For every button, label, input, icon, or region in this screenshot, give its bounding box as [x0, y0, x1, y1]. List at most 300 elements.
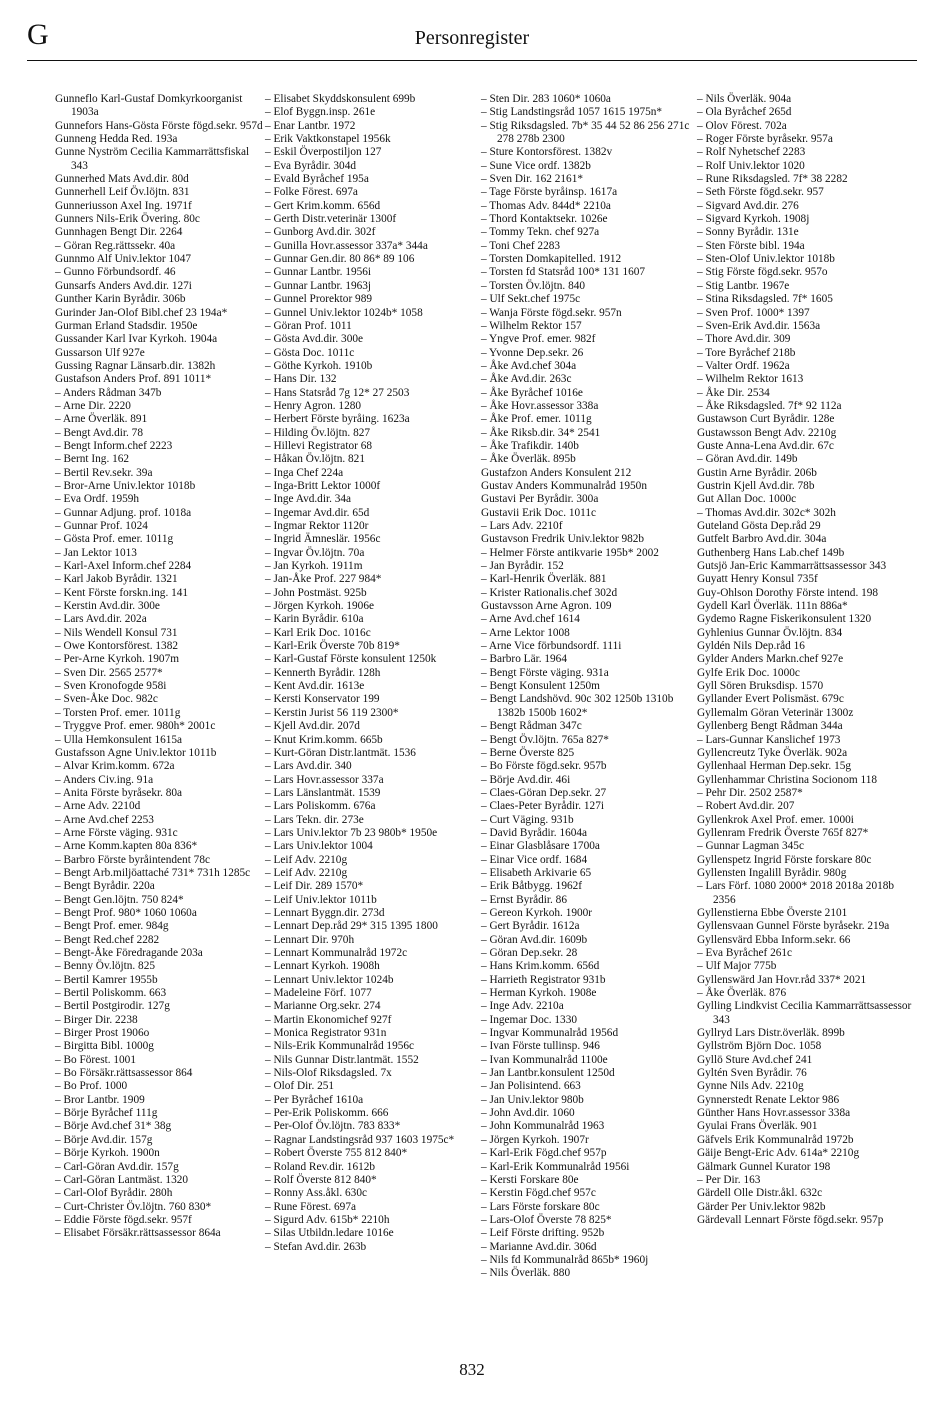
index-entry: – Tore Byråchef 218b [697, 346, 796, 359]
index-entry: Gälmark Gunnel Kurator 198 [697, 1160, 831, 1173]
index-entry: Gurinder Jan-Olof Bibl.chef 23 194a* [55, 306, 228, 319]
index-entry: – Jan Polisintend. 663 [481, 1080, 581, 1093]
index-entry: – Roger Förste byråsekr. 957a [697, 133, 833, 146]
index-entry: – Gunnar Lagman 345c [697, 840, 804, 853]
index-entry: – Bengt-Åke Föredragande 203a [55, 947, 203, 959]
index-entry: – Thomas Avd.dir. 302c* 302h [697, 506, 836, 519]
index-entry: – Göran Avd.dir. 1609b [481, 933, 588, 946]
index-entry: Gunther Karin Byrådir. 306b [55, 293, 186, 306]
index-entry: – Robert Avd.dir. 207 [697, 800, 795, 813]
index-entry: – Bengt Landshövd. 90c 302 1250b 1310b 1382b 1500b 1602* [481, 693, 674, 719]
index-entry: – Einar Vice ordf. 1684 [481, 853, 588, 866]
index-entry: Gustav Anders Kommunalråd 1950n [481, 479, 647, 492]
index-entry: – Karl-Henrik Överläk. 881 [481, 573, 607, 586]
index-entry: Gyllryd Lars Distr.överläk. 899b [697, 1027, 845, 1040]
index-entry: – Rune Förest. 697a [265, 1200, 356, 1213]
index-entry: – Silas Utbildn.ledare 1016e [265, 1227, 394, 1240]
index-entry: Gunnerhed Mats Avd.dir. 80d [55, 173, 189, 186]
index-entry: – Ivan Förste tullinsp. 946 [481, 1040, 600, 1053]
index-entry: – Sigurd Adv. 615b* 2210h [265, 1213, 390, 1226]
index-entry: – Nils Överläk. 904a [697, 93, 792, 105]
index-entry: – Inge Avd.dir. 34a [265, 493, 352, 506]
index-entry: Gärdevall Lennart Förste fögd.sekr. 957p [697, 1213, 884, 1226]
index-entry: – Kent Förste forskn.ing. 141 [55, 586, 189, 599]
index-entry: Gyllenswärd Jan Hovr.råd 337* 2021 [697, 973, 867, 986]
index-entry: – Sonny Byrådir. 131e [697, 226, 799, 239]
index-entry: – Robert Överste 755 812 840* [265, 1147, 408, 1160]
index-entry: – Nils Gunnar Distr.lantmät. 1552 [265, 1053, 419, 1066]
index-entry: – Bengt Byrådir. 220a [55, 880, 155, 893]
index-entry: – Yngve Prof. emer. 982f [481, 333, 596, 346]
index-entry: – Gunnar Lantbr. 1963j [265, 279, 372, 292]
index-entry: – Per-Olof Öv.löjtn. 783 833* [265, 1120, 401, 1133]
index-entry: – Göthe Kyrkoh. 1910b [265, 359, 373, 372]
index-entry: – Göran Avd.dir. 149b [697, 453, 798, 466]
index-entry: – Jan Lantbr.konsulent 1250d [481, 1067, 615, 1080]
index-entry: – Krister Rationalis.chef 302d [481, 586, 618, 599]
index-entry: – Bengt Öv.löjtn. 765a 827* [481, 733, 609, 746]
index-entry: Gäije Bengt-Eric Adv. 614a* 2210g [697, 1147, 860, 1160]
index-entry: – Gösta Doc. 1011c [265, 346, 355, 359]
index-entry: – Marianne Org.sekr. 274 [265, 1000, 381, 1013]
index-entry: Gussing Ragnar Länsarb.dir. 1382h [55, 359, 216, 372]
index-entry: – Ingemar Avd.dir. 65d [265, 506, 370, 519]
index-entry: – Inga Chef 224a [265, 466, 344, 479]
index-entry: – Marianne Avd.dir. 306d [481, 1240, 597, 1253]
index-entry: – Lars-Gunnar Kanslichef 1973 [697, 733, 841, 746]
index-entry: – Arne Komm.kapten 80a 836* [55, 840, 198, 853]
section-letter: G [27, 18, 49, 51]
index-entry: – Tage Förste byråinsp. 1617a [481, 186, 618, 199]
index-entry: – Knut Krim.komm. 665b [265, 733, 383, 746]
index-entry: – Kerstin Fögd.chef 957c [481, 1187, 596, 1200]
index-entry: Gyllström Björn Doc. 1058 [697, 1040, 822, 1053]
index-entry: – Sven Prof. 1000* 1397 [697, 306, 810, 319]
index-entry: Guyatt Henry Konsul 735f [697, 573, 818, 586]
index-entry: – Thore Avd.dir. 309 [697, 333, 791, 346]
index-entry: Gylder Anders Markn.chef 927e [697, 653, 844, 666]
index-entry: – Sven Kronofogde 958i [55, 680, 167, 693]
index-entry: – Arne Förste väging. 931c [55, 826, 178, 839]
index-entry: – Jan Univ.lektor 980b [481, 1093, 584, 1106]
index-entry: – Carl-Göran Avd.dir. 157g [55, 1160, 179, 1173]
index-entry: – Kjell Avd.dir. 207d [265, 720, 360, 733]
index-entry: – Börje Avd.dir. 157g [55, 1133, 153, 1146]
index-entry: Gustavii Erik Doc. 1011c [481, 506, 597, 519]
index-entry: – Sven-Åke Doc. 982c [55, 693, 158, 706]
index-entry: – Ernst Byrådir. 86 [481, 893, 567, 906]
index-entry: – Bengt Avd.dir. 78 [55, 426, 143, 439]
index-entry: Gustavi Per Byrådir. 300a [481, 493, 599, 506]
index-entry: Gussarson Ulf 927e [55, 346, 145, 359]
index-entry: – Bo Försäkr.rättsassessor 864 [55, 1067, 193, 1080]
index-entry: – Hans Statsråd 7g 12* 27 2503 [265, 386, 410, 399]
index-entry: – Wilhelm Rektor 1613 [697, 373, 804, 386]
index-column-3 [481, 93, 691, 1281]
index-entry: Guteland Gösta Dep.råd 29 [697, 520, 821, 532]
index-entry: – Pehr Dir. 2502 2587* [697, 786, 803, 799]
index-entry: – Anita Förste byråsekr. 80a [55, 786, 183, 799]
index-entry: – Gösta Avd.dir. 300e [265, 333, 364, 346]
index-entry: Gustavson Fredrik Univ.lektor 982b [481, 533, 645, 546]
index-entry: – Birger Prost 1906o [55, 1027, 150, 1040]
index-entry: Gyltén Sven Byrådir. 76 [697, 1067, 807, 1080]
index-entry: – Åke Byråchef 1016e [481, 386, 583, 399]
index-entry: – Jan Kyrkoh. 1911m [265, 560, 363, 573]
index-entry: – Anders Civ.ing. 91a [55, 773, 154, 786]
index-entry: – Owe Kontorsförest. 1382 [55, 640, 178, 653]
index-entry: – Bengt Rådman 347c [481, 720, 582, 733]
index-entry: – Per Byråchef 1610a [265, 1093, 364, 1106]
index-entry: – Nils fd Kommunalråd 865b* 1960j [481, 1253, 649, 1266]
index-entry: – Stina Riksdagsled. 7f* 1605 [697, 293, 833, 306]
index-column-2 [265, 93, 477, 1254]
index-entry: Günther Hans Hovr.assessor 338a [697, 1107, 851, 1120]
index-entry: – Jan Lektor 1013 [55, 546, 137, 559]
index-entry: – Åke Riksdagsled. 7f* 92 112a [697, 399, 842, 412]
index-entry: – Erik Båtbygg. 1962f [481, 880, 583, 893]
index-entry: Guste Anna-Lena Avd.dir. 67c [697, 439, 834, 452]
index-entry: – Wanja Förste fögd.sekr. 957n [481, 306, 622, 319]
index-entry: Gustafson Anders Prof. 891 1011* [55, 373, 212, 386]
index-entry: – Yvonne Dep.sekr. 26 [481, 346, 584, 359]
index-entry: – Sten-Olof Univ.lektor 1018b [697, 253, 835, 266]
index-entry: – Börje Avd.dir. 46i [481, 773, 571, 786]
index-entry: – Lars Tekn. dir. 273e [265, 813, 364, 826]
index-entry: – Ingvar Öv.löjtn. 70a [265, 546, 365, 559]
index-entry: – Curt Väging. 931b [481, 813, 574, 826]
index-entry: Gydemo Ragne Fiskerikonsulent 1320 [697, 613, 872, 626]
index-entry: – Jörgen Kyrkoh. 1907r [481, 1133, 589, 1146]
index-entry: – Seth Förste fögd.sekr. 957 [697, 186, 824, 199]
index-entry: Gunneriusson Axel Ing. 1971f [55, 199, 192, 212]
index-entry: – Bertil Poliskomm. 663 [55, 987, 167, 1000]
index-entry: – Arne Adv. 2210d [55, 800, 141, 813]
index-entry: – Sune Vice ordf. 1382b [481, 159, 591, 172]
index-entry: – Sven Dir. 162 2161* [481, 173, 583, 186]
index-entry: – Benny Öv.löjtn. 825 [55, 960, 155, 973]
index-entry: – Ingemar Doc. 1330 [481, 1013, 577, 1026]
index-entry: – Curt-Christer Öv.löjtn. 760 830* [55, 1200, 212, 1213]
index-entry: – Gunnar Lantbr. 1956i [265, 266, 372, 279]
index-entry: Gyllensvärd Ebba Inform.sekr. 66 [697, 933, 851, 946]
index-entry: – Sigvard Kyrkoh. 1908j [697, 213, 810, 226]
index-entry: Gunneflo Karl-Gustaf Domkyrkoorganist 1903a [55, 93, 243, 119]
index-entry: – Åke Överläk. 876 [697, 987, 787, 1000]
index-entry: – Barbro Förste byråintendent 78c [55, 853, 210, 866]
index-entry: – Karl Jakob Byrådir. 1321 [55, 573, 178, 586]
index-entry: – Bo Förste fögd.sekr. 957b [481, 760, 607, 773]
index-entry: Gylling Lindkvist Cecilia Kammarrättsassessor 343 [697, 1000, 912, 1026]
index-entry: – Stig Förste fögd.sekr. 957o [697, 266, 828, 279]
index-entry: Gyulai Frans Överläk. 901 [697, 1120, 818, 1133]
index-entry: – Lars Univ.lektor 1004 [265, 840, 373, 853]
index-entry: Gunnmo Alf Univ.lektor 1047 [55, 253, 192, 266]
index-entry: – Lennart Kyrkoh. 1908h [265, 960, 380, 973]
index-entry: – Thomas Adv. 844d* 2210a [481, 199, 611, 212]
index-entry: – Alvar Krim.komm. 672a [55, 760, 175, 773]
index-entry: – Olof Dir. 251 [265, 1080, 335, 1093]
index-entry: – Sture Kontorsförest. 1382v [481, 146, 613, 159]
index-entry: Gynne Nils Adv. 2210g [697, 1080, 804, 1093]
index-entry: – Lars Förf. 1080 2000* 2018 2018a 2018b 2356 [697, 880, 895, 906]
index-entry: – Thord Kontaktsekr. 1026e [481, 213, 608, 226]
index-entry: – Karl-Erik Överste 70b 819* [265, 640, 400, 653]
index-entry: – Stig Riksdagsled. 7b* 35 44 52 86 256 271c 278 278b 2300 [481, 119, 690, 146]
index-entry: Gunners Nils-Erik Övering. 80c [55, 213, 200, 226]
index-entry: Gyllenstierna Ebbe Överste 2101 [697, 906, 848, 919]
index-entry: – Bengt Prof. emer. 984g [55, 920, 169, 933]
index-entry: – Arne Dir. 2220 [55, 399, 131, 412]
index-entry: – Håkan Öv.löjtn. 821 [265, 453, 365, 466]
index-entry: – Sigvard Avd.dir. 276 [697, 199, 799, 212]
index-entry: – Ulla Hemkonsulent 1615a [55, 733, 183, 746]
header-rule [27, 60, 917, 61]
index-entry: Gyllemalm Göran Veterinär 1300z [697, 706, 854, 719]
index-entry: – Lars Univ.lektor 7b 23 980b* 1950e [265, 826, 438, 839]
index-entry: – Elof Byggn.insp. 261e [265, 106, 376, 119]
index-entry: – Bo Förest. 1001 [55, 1053, 136, 1066]
index-entry: – Claes-Göran Dep.sekr. 27 [481, 786, 607, 799]
index-entry: – Åke Trafikdir. 140b [481, 439, 579, 452]
index-entry: – Gunnel Univ.lektor 1024b* 1058 [265, 306, 423, 319]
index-entry: – Einar Glasblåsare 1700a [481, 840, 600, 853]
index-entry: – Helmer Förste antikvarie 195b* 2002 [481, 546, 659, 559]
index-entry: – Enar Lantbr. 1972 [265, 119, 356, 132]
index-entry: – Kerstin Avd.dir. 300e [55, 600, 160, 613]
index-entry: Gyllenram Fredrik Överste 765f 827* [697, 826, 869, 839]
index-entry: – Rolf Nyhetschef 2283 [697, 146, 806, 159]
index-entry: – Sten Förste bibl. 194a [697, 239, 805, 252]
index-entry: Gunne Nyström Cecilia Kammarrättsfiskal 343 [55, 146, 250, 172]
index-entry: – Stefan Avd.dir. 263b [265, 1240, 367, 1253]
index-entry: Gustafzon Anders Konsulent 212 [481, 466, 632, 479]
index-entry: – Åke Hovr.assessor 338a [481, 399, 599, 412]
index-entry: – Nils-Olof Riksdagsled. 7x [265, 1067, 392, 1080]
index-entry: – Gert Krim.komm. 656d [265, 199, 381, 212]
index-entry: – Bertil Postgirodir. 127g [55, 1000, 170, 1013]
index-entry: – Folke Förest. 697a [265, 186, 358, 199]
index-entry: – Gunnel Prorektor 989 [265, 293, 372, 306]
index-entry: – Lennart Dir. 970h [265, 933, 355, 946]
index-entry: – Arne Lektor 1008 [481, 626, 570, 639]
index-entry: – Toni Chef 2283 [481, 239, 561, 252]
index-entry: – Elisabet Försäkr.rättsassessor 864a [55, 1227, 221, 1240]
index-entry: – Lars Förste forskare 80c [481, 1200, 600, 1213]
index-entry: – Kennerth Byrådir. 128h [265, 666, 381, 679]
page-number: 832 [459, 1360, 485, 1379]
index-entry: – Anders Rådman 347b [55, 386, 162, 399]
index-entry: – Monica Registrator 931n [265, 1027, 387, 1040]
index-entry: – Gerth Distr.veterinär 1300f [265, 213, 397, 226]
index-entry: Gustawsson Bengt Adv. 2210g [697, 426, 837, 439]
index-entry: – Jan-Åke Prof. 227 984* [265, 573, 382, 586]
index-entry: – Bror-Arne Univ.lektor 1018b [55, 479, 196, 492]
index-entry: – Herbert Förste byråing. 1623a [265, 413, 410, 426]
index-entry: – Gunnar Adjung. prof. 1018a [55, 506, 192, 519]
index-entry: – Stig Landstingsråd 1057 1615 1975n* [481, 106, 663, 119]
index-entry: – Eddie Förste fögd.sekr. 957f [55, 1213, 192, 1226]
index-entry: Gydell Karl Överläk. 111n 886a* [697, 600, 848, 613]
index-entry: – Gunnar Gen.dir. 80 86* 89 106 [265, 253, 415, 266]
index-entry: – Sven-Erik Avd.dir. 1563a [697, 319, 821, 332]
index-entry: – Ola Byråchef 265d [697, 106, 792, 119]
index-entry: – Lars Avd.dir. 202a [55, 613, 147, 626]
index-entry: – Ulf Major 775b [697, 960, 777, 973]
index-entry: – David Byrådir. 1604a [481, 826, 588, 839]
index-entry: – Lars-Olof Överste 78 825* [481, 1213, 612, 1226]
index-entry: – Torsten Domkapitelled. 1912 [481, 253, 622, 266]
index-entry: – Åke Riksb.dir. 34* 2541 [481, 426, 601, 439]
index-entry: – Leif Dir. 289 1570* [265, 880, 364, 893]
index-entry: – Barbro Lär. 1964 [481, 653, 567, 666]
index-entry: Gustawson Curt Byrådir. 128e [697, 413, 835, 426]
index-entry: – Per Dir. 163 [697, 1173, 761, 1186]
index-entry: – Torsten Prof. emer. 1011g [55, 706, 181, 719]
index-entry: – Gert Byrådir. 1612a [481, 920, 580, 933]
index-entry: – Arne Vice förbundsordf. 111i [481, 640, 622, 653]
index-entry: – Wilhelm Rektor 157 [481, 319, 582, 332]
index-entry: Gylfe Erik Doc. 1000c [697, 666, 800, 679]
index-entry: – Göran Reg.rättssekr. 40a [55, 239, 176, 252]
index-entry: – Karl-Axel Inform.chef 2284 [55, 560, 192, 573]
index-entry: – Carl-Göran Lantmäst. 1320 [55, 1173, 189, 1186]
index-entry: Gunsarfs Anders Avd.dir. 127i [55, 279, 192, 292]
index-entry: – Stig Lantbr. 1967e [697, 279, 790, 292]
index-entry: Gunnhagen Bengt Dir. 2264 [55, 226, 183, 239]
index-entry: – Claes-Peter Byrådir. 127i [481, 800, 604, 813]
index-entry: – Berne Överste 825 [481, 746, 575, 759]
index-entry: – Eskil Överpostiljon 127 [265, 146, 382, 159]
index-entry: – Bernt Ing. 162 [55, 453, 130, 466]
index-entry: Gyllenkrok Axel Prof. emer. 1000i [697, 813, 854, 826]
index-entry: – Börje Avd.chef 31* 38g [55, 1120, 172, 1133]
index-entry: – Ingvar Kommunalråd 1956d [481, 1027, 619, 1040]
index-entry: – Jan Byrådir. 152 [481, 560, 564, 573]
index-entry: – Karl Erik Doc. 1016c [265, 626, 371, 639]
index-entry: – Eva Byrådir. 304d [265, 159, 356, 172]
index-entry: – Rolf Univ.lektor 1020 [697, 159, 805, 172]
index-entry: – Gunilla Hovr.assessor 337a* 344a [265, 239, 428, 252]
index-entry: Gärder Per Univ.lektor 982b [697, 1200, 826, 1213]
index-entry: – Arne Avd.chef 2253 [55, 813, 154, 826]
index-entry: – Leif Förste drifting. 952b [481, 1227, 605, 1240]
index-entry: Gyhlenius Gunnar Öv.löjtn. 834 [697, 626, 843, 639]
index-entry: – Bror Lantbr. 1909 [55, 1093, 145, 1106]
index-entry: – Hillevi Registrator 68 [265, 439, 372, 452]
index-entry: – Lennart Byggn.dir. 273d [265, 906, 385, 919]
index-entry: – Tommy Tekn. chef 927a [481, 226, 600, 239]
page-title: Personregister [414, 27, 530, 49]
index-column-1 [55, 93, 263, 1241]
index-entry: – Evald Byråchef 195a [265, 173, 369, 186]
index-entry: Gyll Sören Bruksdisp. 1570 [697, 680, 824, 693]
index-entry: Gustafsson Agne Univ.lektor 1011b [55, 746, 217, 759]
index-entry: – Bertil Rev.sekr. 39a [55, 466, 153, 479]
index-entry: – Gereon Kyrkoh. 1900r [481, 906, 593, 919]
index-entry: Gyllenhaal Herman Dep.sekr. 15g [697, 760, 852, 773]
index-entry: – Lars Adv. 2210f [481, 520, 563, 532]
index-entry: – Bengt Gen.löjtn. 750 824* [55, 893, 184, 906]
index-entry: – Lars Avd.dir. 340 [265, 760, 352, 773]
index-entry: – Lars Poliskomm. 676a [265, 800, 376, 813]
index-entry: – Rune Riksdagsled. 7f* 38 2282 [697, 173, 848, 186]
index-entry: – Eva Byråchef 261c [697, 947, 793, 959]
index-entry: – Leif Adv. 2210g [265, 853, 348, 866]
index-entry: – Per-Erik Poliskomm. 666 [265, 1107, 389, 1120]
index-entry: Gustin Arne Byrådir. 206b [697, 466, 817, 479]
index-entry: – Bo Prof. 1000 [55, 1080, 128, 1093]
index-entry: – Leif Adv. 2210g [265, 866, 348, 879]
index-entry: – Göran Dep.sekr. 28 [481, 947, 578, 959]
index-entry: – Arne Avd.chef 1614 [481, 613, 580, 626]
index-entry: Guthenberg Hans Lab.chef 149b [697, 546, 845, 559]
index-entry: Gunneng Hedda Red. 193a [55, 133, 178, 146]
index-entry: – Martin Ekonomichef 927f [265, 1013, 392, 1026]
index-entry: Guy-Ohlson Dorothy Förste intend. 198 [697, 586, 879, 599]
index-entry: – Gunnar Prof. 1024 [55, 520, 148, 532]
index-entry: – Eva Ordf. 1959h [55, 493, 140, 506]
index-entry: – John Postmäst. 925b [265, 586, 367, 599]
index-entry: – Birger Dir. 2238 [55, 1013, 138, 1026]
index-entry: – Kent Avd.dir. 1613e [265, 680, 365, 693]
index-entry: Gurman Erland Stadsdir. 1950e [55, 319, 198, 332]
index-entry: Gutfelt Barbro Avd.dir. 304a [697, 533, 827, 546]
index-entry: – Åke Avd.chef 304a [481, 359, 577, 372]
index-entry: – Sven Dir. 2565 2577* [55, 666, 163, 679]
index-entry: – Ronny Ass.åkl. 630c [265, 1187, 367, 1200]
index-entry: – Åke Dir. 2534 [697, 386, 770, 399]
index-entry: – Valter Ordf. 1962a [697, 359, 790, 372]
index-entry: – Göran Prof. 1011 [265, 319, 352, 332]
index-entry: Gyllencreutz Tyke Överläk. 902a [697, 746, 848, 759]
index-entry: – Nils-Erik Kommunalråd 1956c [265, 1040, 415, 1053]
index-entry: Gärdell Olle Distr.åkl. 632c [697, 1187, 823, 1200]
index-entry: Gäfvels Erik Kommunalråd 1972b [697, 1133, 854, 1146]
index-entry: – Erik Vaktkonstapel 1956k [265, 133, 391, 146]
index-entry: – Birgitta Bibl. 1000g [55, 1040, 154, 1053]
index-entry: – Bertil Kamrer 1955b [55, 973, 158, 986]
index-entry: – Bengt Inform.chef 2223 [55, 439, 173, 452]
index-entry: – Nils Wendell Konsul 731 [55, 626, 178, 639]
index-entry: Gut Allan Doc. 1000c [697, 493, 797, 506]
index-entry: – Lars Länslantmät. 1539 [265, 786, 381, 799]
index-entry: – Henry Agron. 1280 [265, 399, 362, 412]
index-entry: Gyllö Sture Avd.chef 241 [697, 1053, 813, 1066]
index-entry: – Karl-Erik Kommunalråd 1956i [481, 1160, 630, 1173]
index-entry: – Elisabeth Arkivarie 65 [481, 866, 592, 879]
index-entry: – Kerstin Jurist 56 119 2300* [265, 706, 399, 719]
index-entry: Gyllander Evert Polismäst. 679c [697, 693, 844, 706]
index-entry: Gyllensten Ingalill Byrådir. 980g [697, 866, 847, 879]
index-entry: – Bengt Förste väging. 931a [481, 666, 609, 679]
index-entry: – Nils Överläk. 880 [481, 1267, 571, 1280]
index-entry: – Elisabet Skyddskonsulent 699b [265, 93, 416, 105]
index-entry: – Bengt Konsulent 1250m [481, 680, 600, 693]
index-entry: – Lars Hovr.assessor 337a [265, 773, 384, 786]
index-entry: – Ulf Sekt.chef 1975c [481, 293, 581, 306]
index-entry: – Harrieth Registrator 931b [481, 973, 606, 986]
index-entry: – Roland Rev.dir. 1612b [265, 1160, 376, 1173]
index-entry: – Åke Avd.dir. 263c [481, 373, 572, 386]
index-entry: – Herman Kyrkoh. 1908e [481, 987, 597, 1000]
index-entry: – Börje Kyrkoh. 1900n [55, 1147, 160, 1160]
index-entry: – Börje Byråchef 111g [55, 1107, 158, 1120]
index-entry: – Karin Byrådir. 610a [265, 613, 364, 626]
index-entry: – Leif Univ.lektor 1011b [265, 893, 377, 906]
index-entry: – Lennart Kommunalråd 1972c [265, 947, 408, 959]
index-entry: – Kersti Konservator 199 [265, 693, 380, 706]
